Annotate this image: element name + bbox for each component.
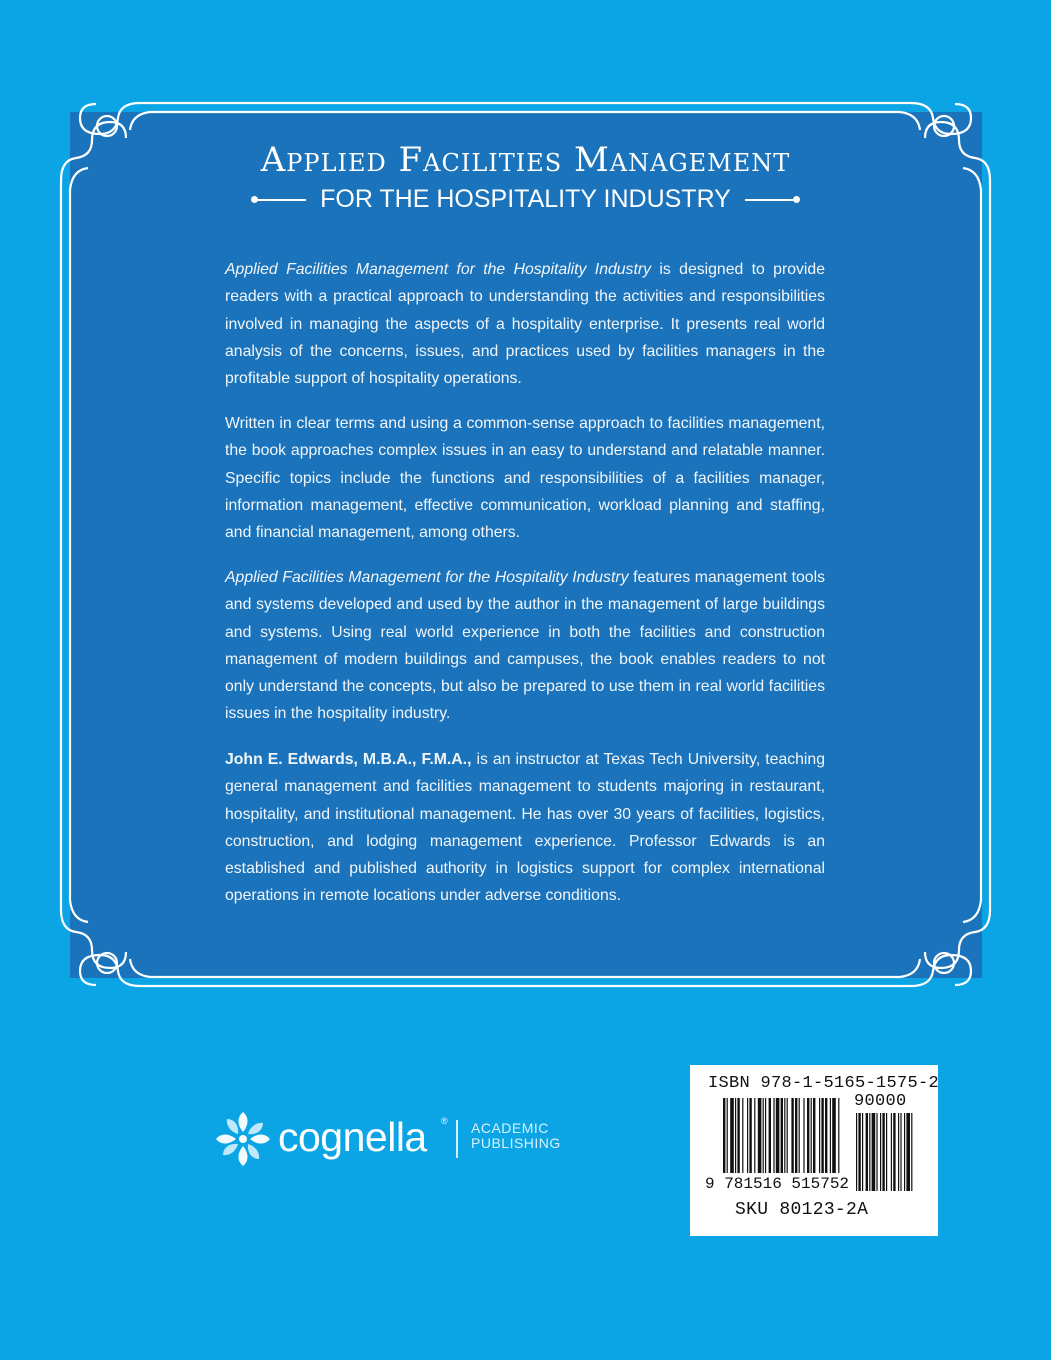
barcode-addon-bar	[876, 1113, 877, 1191]
barcode-bar	[799, 1098, 800, 1173]
barcode-addon-bar	[882, 1113, 884, 1191]
barcode-addon-bar	[886, 1113, 887, 1191]
barcode-bar	[821, 1098, 823, 1173]
sku-text: SKU 80123-2A	[735, 1200, 869, 1220]
barcode-addon-bar	[891, 1113, 892, 1191]
barcode-addon-bar	[911, 1113, 912, 1191]
barcode-bar	[791, 1098, 793, 1173]
author-bio-paragraph	[225, 746, 825, 910]
barcode-addon-bar	[858, 1113, 860, 1191]
barcode-bar	[787, 1098, 788, 1173]
barcode-bar	[769, 1098, 771, 1173]
barcode-label	[690, 1065, 938, 1236]
barcode-addon-bar	[856, 1113, 857, 1191]
barcode-bar	[813, 1098, 815, 1173]
barcode-addon-bar	[869, 1113, 870, 1191]
barcode-addon-bar	[880, 1113, 881, 1191]
subtitle-row	[0, 185, 1051, 214]
description-paragraph-1	[225, 256, 825, 392]
barcode-bar	[765, 1098, 766, 1173]
barcode-addon-bar	[866, 1113, 868, 1191]
barcode-bar	[811, 1098, 812, 1173]
barcode-bar	[784, 1098, 785, 1173]
barcode-bar	[754, 1098, 755, 1173]
book-title: Applied Facilities Management	[260, 140, 791, 180]
barcode-bar	[763, 1098, 764, 1173]
barcode-bar	[830, 1098, 831, 1173]
isbn-text: ISBN 978-1-5165-1575-2	[708, 1074, 940, 1093]
barcode-addon-bar	[893, 1113, 895, 1191]
barcode-addon-bar	[904, 1113, 905, 1191]
barcode-bar	[838, 1098, 839, 1173]
barcode-bar	[819, 1098, 820, 1173]
pinwheel-logo-icon	[212, 1108, 274, 1170]
paragraph-text: is designed to provide readers with a practical approach to understanding the activities and responsibilities involved in managing the aspects of a hospitality enterprise. It presents real world analysis of the concerns, issues, and practices used by facilities managers in the profitable support of hospitality operations.	[225, 261, 825, 388]
barcode-bar	[723, 1098, 725, 1173]
paragraph-text: is an instructor at Texas Tech University, teaching general management and facilities management to students majoring in restaurant, hospitality, and institutional management. He has over 30 years of facilities, logistics, construction, and lodging management experience. Professor Edwards is an established and published authority in logistics support for complex international operations in remote locations under adverse conditions.	[225, 751, 826, 905]
tagline-line-2: PUBLISHING	[471, 1135, 561, 1151]
barcode-bar	[749, 1098, 751, 1173]
author-name: John E. Edwards, M.B.A., F.M.A.,	[225, 751, 472, 768]
barcode-bar	[795, 1098, 797, 1173]
barcode-addon-bar	[872, 1113, 876, 1191]
barcode-bar	[727, 1098, 728, 1173]
ean-number: 9 781516 515752	[705, 1175, 850, 1193]
barcode-bar	[737, 1098, 739, 1173]
barcode-addon-bar	[900, 1113, 901, 1191]
barcode-addon-bar	[906, 1113, 910, 1191]
book-subtitle: FOR THE HOSPITALITY INDUSTRY	[320, 185, 731, 213]
tagline-line-1: ACADEMIC	[471, 1120, 549, 1136]
price-addon-number: 90000	[854, 1092, 907, 1111]
book-title-italic: Applied Facilities Management for the Hospitality Industry	[225, 261, 652, 278]
barcode-bar	[730, 1098, 734, 1173]
barcode-bar	[807, 1098, 809, 1173]
description-paragraph-3	[225, 564, 825, 728]
barcode-bar	[781, 1098, 783, 1173]
barcode-bar	[742, 1098, 743, 1173]
logo-divider	[456, 1120, 458, 1158]
barcode-bar	[803, 1098, 804, 1173]
registered-mark: ®	[441, 1116, 448, 1126]
paragraph-text: features management tools and systems developed and used by the author in the management of large buildings and systems. Using real world experience in both the facilities and construction management of modern buildings and campuses, the book enables readers to not only understand the concepts, but also be prepared to use them in real world facilities issues in the hospitality industry.	[225, 569, 825, 723]
barcode-bar	[832, 1098, 836, 1173]
barcode-bar	[747, 1098, 748, 1173]
book-title-italic: Applied Facilities Management for the Hospitality Industry	[225, 569, 629, 586]
barcode-bar	[735, 1098, 736, 1173]
left-rule-ornament	[251, 196, 306, 203]
barcode-bar	[825, 1098, 827, 1173]
barcode-bar	[773, 1098, 774, 1173]
right-rule-ornament	[745, 196, 800, 203]
barcode-addon-bar	[862, 1113, 863, 1191]
publisher-logo	[212, 1108, 572, 1170]
publisher-tagline	[471, 1121, 561, 1151]
barcode-addon-bar	[898, 1113, 899, 1191]
barcode-bar	[776, 1098, 780, 1173]
description-paragraph-2: Written in clear terms and using a common-sense approach to facilities management, the book approaches complex issues in an easy to understand and relatable manner. Specific topics include the functions and responsibilities of a facilities manager, information management, effective communication, workload planning and staffing, and financial management, among others.	[225, 415, 825, 542]
publisher-wordmark: cognella	[278, 1114, 427, 1160]
barcode-bar	[758, 1098, 762, 1173]
